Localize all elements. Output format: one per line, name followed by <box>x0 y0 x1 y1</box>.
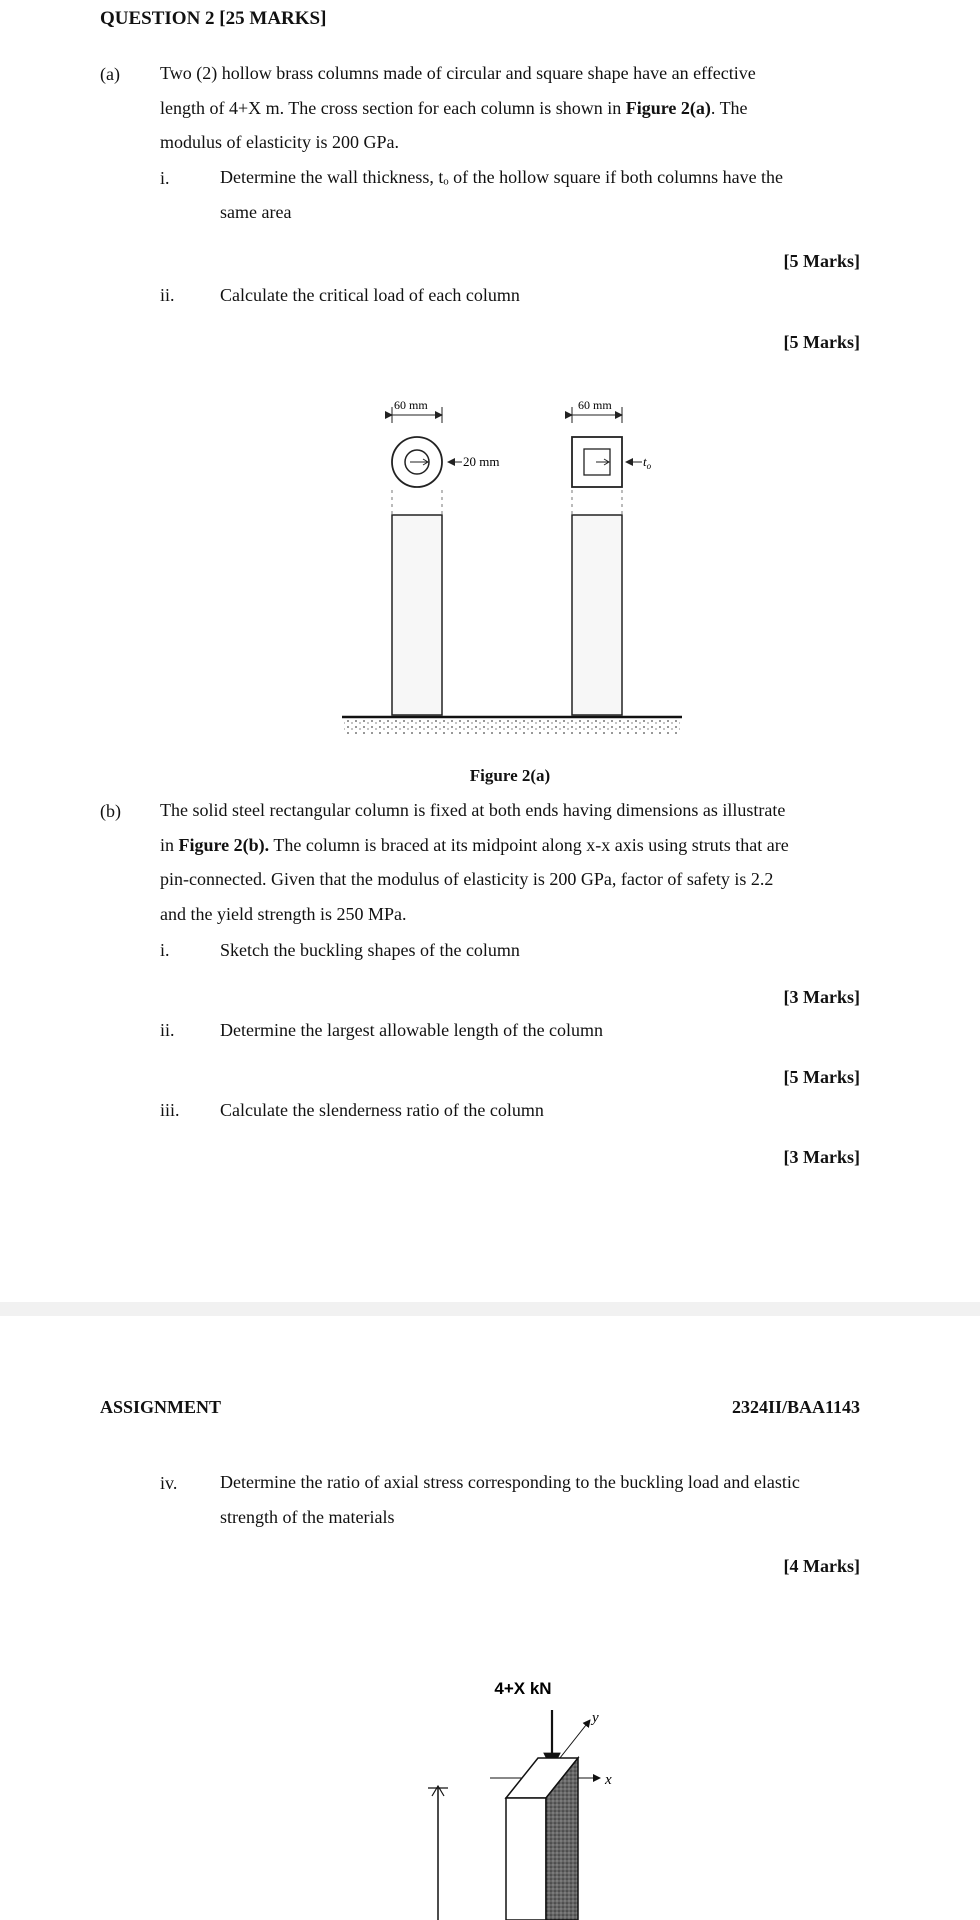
part-a-label: (a) <box>100 64 120 84</box>
part-b-item-iv-num: iv. <box>160 1473 178 1493</box>
ground <box>342 717 682 734</box>
circle-width-label: 60 mm <box>394 398 428 412</box>
part-a-item-i-marks: [5 Marks] <box>783 251 860 271</box>
circle-inner-label: 20 mm <box>463 454 500 469</box>
part-b-item-iii-text: Calculate the slenderness ratio of the column <box>220 1100 544 1120</box>
projection-lines <box>392 490 622 515</box>
figure-2a <box>330 395 700 755</box>
question-title: QUESTION 2 [25 MARKS] <box>100 8 327 29</box>
part-b-item-ii-num: ii. <box>160 1020 175 1040</box>
load-label: 4+X kN <box>494 1679 552 1698</box>
part-b-label: (b) <box>100 801 121 821</box>
strut-arrow <box>428 1786 448 1920</box>
part-b-item-iv-marks: [4 Marks] <box>783 1556 860 1576</box>
part-b-line-3: pin-connected. Given that the modulus of elasticity is 200 GPa, factor of safety is 2.2 <box>160 869 774 889</box>
part-a-line-3: modulus of elasticity is 200 GPa. <box>160 132 399 152</box>
part-b-item-i-text: Sketch the buckling shapes of the column <box>220 940 520 960</box>
page-header-left: ASSIGNMENT <box>100 1397 222 1417</box>
circular-cross-section <box>392 437 499 487</box>
part-a-item-ii-text: Calculate the critical load of each column <box>220 285 520 305</box>
part-a-item-i-text: Determine the wall thickness, tₒ of the hollow square if both columns have the same area <box>220 167 784 222</box>
part-a-item-ii-marks: [5 Marks] <box>783 332 860 352</box>
part-b-item-iv-text: Determine the ratio of axial stress corresponding to the buckling load and elastic strength of the materials <box>220 1472 800 1527</box>
square-width-dimension <box>572 398 622 423</box>
axis-x-label: x <box>605 1772 612 1788</box>
part-b-item-i-marks: [3 Marks] <box>783 987 860 1007</box>
part-b-line-4: and the yield strength is 250 MPa. <box>160 903 407 924</box>
page-separator <box>0 1302 980 1316</box>
part-a-item-ii-num: ii. <box>160 285 175 305</box>
circle-width-dimension <box>392 398 442 423</box>
square-column-body <box>572 515 622 715</box>
part-b-item-iii-num: iii. <box>160 1100 180 1120</box>
part-b-text <box>160 793 860 931</box>
column-front-face <box>506 1798 546 1920</box>
figure-2a-caption: Figure 2(a) <box>469 766 551 785</box>
part-b-item-iii-marks: [3 Marks] <box>783 1147 860 1167</box>
page-header-right: 2324II/BAA1143 <box>731 1397 860 1417</box>
part-b-line-2: in Figure 2(b). The column is braced at its midpoint along x-x axis using struts that are <box>160 834 789 855</box>
part-b-item-ii-text: Determine the largest allowable length of the column <box>220 1020 604 1040</box>
part-a-text <box>160 56 860 160</box>
square-cross-section <box>572 437 652 487</box>
axis-y-label: y <box>592 1710 599 1726</box>
part-a-line-1: Two (2) hollow brass columns made of circular and square shape have an effective <box>160 63 756 83</box>
figure-2b <box>410 1670 640 1920</box>
part-a-line-2: length of 4+X m. The cross section for each column is shown in Figure 2(a). The <box>160 97 748 118</box>
part-b-item-i-num: i. <box>160 940 170 960</box>
part-b-line-1: The solid steel rectangular column is fixed at both ends having dimensions as illustrate <box>160 800 786 820</box>
part-a-item-i-num: i. <box>160 168 170 188</box>
part-b-item-ii-marks: [5 Marks] <box>783 1067 860 1087</box>
square-width-label: 60 mm <box>578 398 612 412</box>
square-thickness-label: $t_o$ <box>643 454 652 471</box>
circular-column-body <box>392 515 442 715</box>
